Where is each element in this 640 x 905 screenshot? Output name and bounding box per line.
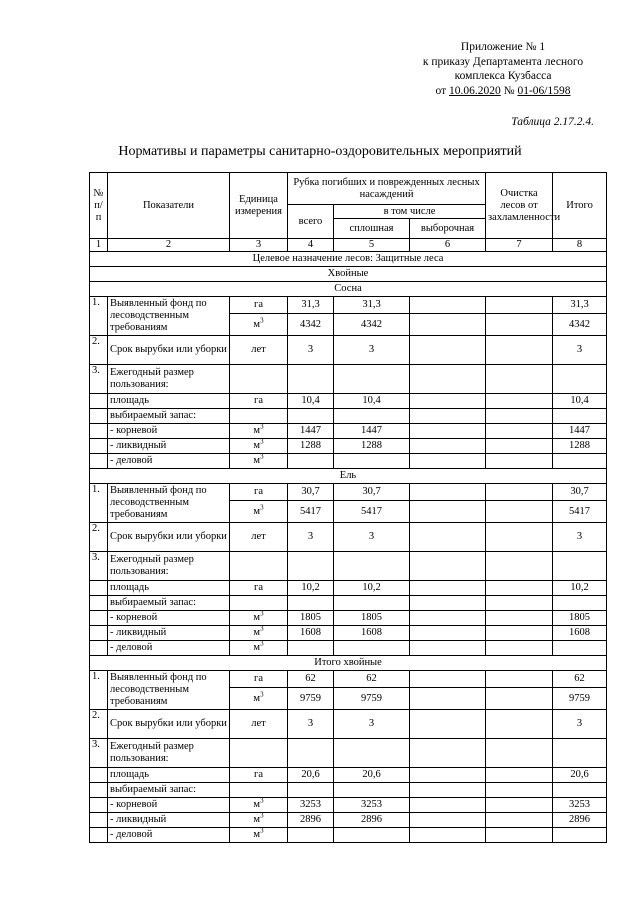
colnum: 8: [553, 239, 607, 252]
cell-total: 1288: [288, 439, 334, 454]
cell-itogo: 3: [553, 336, 607, 365]
colnum: 7: [486, 239, 553, 252]
cell-total: 1805: [288, 611, 334, 626]
unit-m: м: [253, 799, 261, 810]
cell-itogo: 20,6: [553, 768, 607, 783]
appendix-order-line: к приказу Департамента лесного: [422, 55, 584, 68]
unit-ha: га: [230, 581, 288, 596]
unit-m: м: [253, 440, 261, 451]
unit-m3: [230, 314, 288, 336]
cell-selective: [410, 828, 486, 843]
cell-clear: [334, 409, 410, 424]
unit-empty: [230, 783, 288, 798]
header-unit: Единица измерения: [230, 173, 288, 239]
cell-itogo: 2896: [553, 813, 607, 828]
label-annual: Ежегодный размер пользования:: [108, 365, 230, 394]
colnum: 3: [230, 239, 288, 252]
cell-selective: [410, 409, 486, 424]
cell-itogo: 1447: [553, 424, 607, 439]
cell-clear: [334, 641, 410, 656]
cell-selective: [410, 783, 486, 798]
cell-itogo: [553, 596, 607, 611]
label-root: - корневой: [108, 424, 230, 439]
cell-cleaning: [486, 671, 553, 688]
unit-empty: [230, 409, 288, 424]
label-business: - деловой: [108, 454, 230, 469]
cell-itogo: 3253: [553, 798, 607, 813]
unit-m3: [230, 424, 288, 439]
header-clear: сплошная: [334, 219, 410, 239]
row-number: 2.: [90, 710, 108, 739]
cell-selective: [410, 626, 486, 641]
cell-clear: 3: [334, 336, 410, 365]
purpose-row: Целевое назначение лесов: Защитные леса: [90, 252, 607, 267]
norms-table: [89, 172, 607, 843]
unit-years: лет: [230, 523, 288, 552]
cell-cleaning: [486, 454, 553, 469]
label-root: - корневой: [108, 798, 230, 813]
header-itogo: Итого: [553, 173, 607, 239]
unit-sup: 3: [260, 690, 264, 698]
cell-clear: [334, 828, 410, 843]
unit-m: м: [253, 642, 261, 653]
colnum: 4: [288, 239, 334, 252]
unit-ha: га: [230, 768, 288, 783]
cell-cleaning: [486, 297, 553, 314]
cell-total: 31,3: [288, 297, 334, 314]
row-number: 1.: [90, 671, 108, 710]
header-indicators: Показатели: [108, 173, 230, 239]
header-total-all: всего: [288, 205, 334, 239]
cell-empty: [90, 394, 108, 409]
label-area: площадь: [108, 394, 230, 409]
cell-clear: 5417: [334, 501, 410, 523]
cell-total: 4342: [288, 314, 334, 336]
page-title: Нормативы и параметры санитарно-оздоровительных мероприятий: [118, 144, 522, 159]
cell-cleaning: [486, 626, 553, 641]
cell-total: [288, 828, 334, 843]
cell-selective: [410, 336, 486, 365]
appendix-number: 01-06/1598: [517, 84, 571, 97]
unit-m3: [230, 501, 288, 523]
cell-cleaning: [486, 798, 553, 813]
colnum: 6: [410, 239, 486, 252]
cell-total: 3: [288, 710, 334, 739]
cell-selective: [410, 581, 486, 596]
unit-m3: [230, 611, 288, 626]
cell-empty: [90, 581, 108, 596]
cell-empty: [90, 409, 108, 424]
cell-selective: [410, 439, 486, 454]
unit-sup: 3: [260, 609, 264, 618]
cell-itogo: 1288: [553, 439, 607, 454]
cell-total: 3: [288, 523, 334, 552]
cell-total: 10,4: [288, 394, 334, 409]
row-number: 1.: [90, 297, 108, 336]
cell-clear: 9759: [334, 688, 410, 710]
colnum: 2: [108, 239, 230, 252]
cell-clear: 3: [334, 710, 410, 739]
cell-cleaning: [486, 484, 553, 501]
cell-total: 3253: [288, 798, 334, 813]
cell-clear: [334, 783, 410, 798]
cell-total: 3: [288, 336, 334, 365]
label-annual: Ежегодный размер пользования:: [108, 552, 230, 581]
cell-total: 30,7: [288, 484, 334, 501]
cell-clear: 3: [334, 523, 410, 552]
cell-cleaning: [486, 424, 553, 439]
cell-clear: 2896: [334, 813, 410, 828]
cell-total: 10,2: [288, 581, 334, 596]
cell-cleaning: [486, 739, 553, 768]
cell-itogo: 3: [553, 523, 607, 552]
unit-m: м: [253, 505, 261, 517]
cell-total: 62: [288, 671, 334, 688]
header-incl: в том числе: [334, 205, 486, 219]
cell-cleaning: [486, 314, 553, 336]
unit-m: м: [253, 829, 261, 840]
unit-m3: [230, 626, 288, 641]
cell-total: [288, 365, 334, 394]
row-number: 3.: [90, 365, 108, 394]
label-liquid: - ликвидный: [108, 439, 230, 454]
unit-empty: [230, 365, 288, 394]
unit-years: лет: [230, 710, 288, 739]
unit-m3: [230, 813, 288, 828]
header-no: № п/п: [90, 173, 108, 239]
cell-itogo: 10,4: [553, 394, 607, 409]
cell-itogo: [553, 409, 607, 424]
cell-empty: [90, 611, 108, 626]
label-liquid: - ликвидный: [108, 813, 230, 828]
cell-itogo: [553, 552, 607, 581]
unit-sup: 3: [260, 503, 264, 511]
unit-sup: 3: [260, 624, 264, 633]
cell-clear: [334, 365, 410, 394]
label-liquid: - ликвидный: [108, 626, 230, 641]
cell-total: 5417: [288, 501, 334, 523]
cell-empty: [90, 813, 108, 828]
cell-empty: [90, 596, 108, 611]
cell-selective: [410, 424, 486, 439]
cell-clear: [334, 454, 410, 469]
unit-sup: 3: [260, 316, 264, 324]
cell-cleaning: [486, 365, 553, 394]
table-reference: Таблица 2.17.2.4.: [511, 116, 594, 128]
cell-clear: 1608: [334, 626, 410, 641]
label-fund: Выявленный фонд по лесоводственным требованиям: [108, 671, 230, 710]
unit-sup: 3: [260, 452, 264, 461]
cell-clear: 1447: [334, 424, 410, 439]
cell-selective: [410, 671, 486, 688]
unit-sup: 3: [260, 796, 264, 805]
cell-clear: 30,7: [334, 484, 410, 501]
unit-ha: га: [230, 671, 288, 688]
cell-cleaning: [486, 581, 553, 596]
unit-ha: га: [230, 394, 288, 409]
column-numbers-row: [90, 239, 607, 252]
cell-selective: [410, 641, 486, 656]
cell-itogo: 62: [553, 671, 607, 688]
row-number: 3.: [90, 739, 108, 768]
cell-itogo: [553, 454, 607, 469]
cell-selective: [410, 365, 486, 394]
cell-cleaning: [486, 523, 553, 552]
cell-selective: [410, 768, 486, 783]
unit-m: м: [253, 318, 261, 330]
cell-clear: 62: [334, 671, 410, 688]
cell-total: [288, 739, 334, 768]
row-number: 3.: [90, 552, 108, 581]
cell-itogo: [553, 365, 607, 394]
cell-cleaning: [486, 688, 553, 710]
section-row: Итого хвойные: [90, 656, 607, 671]
appendix-no-sign: №: [500, 84, 518, 97]
cell-total: [288, 409, 334, 424]
unit-m: м: [253, 612, 261, 623]
cell-total: [288, 596, 334, 611]
cell-itogo: [553, 641, 607, 656]
cell-itogo: [553, 739, 607, 768]
header-cleaning: Очистка лесов от захламленности: [486, 173, 553, 239]
cell-selective: [410, 739, 486, 768]
cell-total: 20,6: [288, 768, 334, 783]
section-row: Ель: [90, 469, 607, 484]
label-root: - корневой: [108, 611, 230, 626]
colnum: 1: [90, 239, 108, 252]
cell-itogo: 3: [553, 710, 607, 739]
unit-sup: 3: [260, 811, 264, 820]
cell-selective: [410, 394, 486, 409]
cell-cleaning: [486, 409, 553, 424]
appendix-from: от: [435, 84, 449, 97]
colnum: 5: [334, 239, 410, 252]
unit-sup: 3: [260, 639, 264, 648]
unit-empty: [230, 739, 288, 768]
unit-sup: 3: [260, 437, 264, 446]
unit-empty: [230, 552, 288, 581]
unit-m3: [230, 439, 288, 454]
unit-m3: [230, 798, 288, 813]
label-term: Срок вырубки или уборки: [108, 336, 230, 365]
cell-empty: [90, 626, 108, 641]
cell-itogo: 31,3: [553, 297, 607, 314]
label-stock: выбираемый запас:: [108, 596, 230, 611]
cell-itogo: 5417: [553, 501, 607, 523]
cell-selective: [410, 297, 486, 314]
cell-total: 1447: [288, 424, 334, 439]
cell-empty: [90, 768, 108, 783]
cell-clear: 1805: [334, 611, 410, 626]
cell-clear: [334, 739, 410, 768]
cell-cleaning: [486, 813, 553, 828]
cell-total: [288, 552, 334, 581]
cell-itogo: 1608: [553, 626, 607, 641]
row-number: 2.: [90, 523, 108, 552]
label-fund: Выявленный фонд по лесоводственным требованиям: [108, 484, 230, 523]
cell-cleaning: [486, 710, 553, 739]
unit-years: лет: [230, 336, 288, 365]
table-body: [90, 252, 607, 843]
cell-itogo: 1805: [553, 611, 607, 626]
unit-m3: [230, 688, 288, 710]
table-header: [90, 173, 607, 252]
label-area: площадь: [108, 581, 230, 596]
cell-total: [288, 454, 334, 469]
cell-cleaning: [486, 501, 553, 523]
cell-cleaning: [486, 439, 553, 454]
cell-selective: [410, 484, 486, 501]
label-term: Срок вырубки или уборки: [108, 523, 230, 552]
cell-empty: [90, 424, 108, 439]
cell-itogo: [553, 828, 607, 843]
cell-selective: [410, 798, 486, 813]
row-number: 2.: [90, 336, 108, 365]
cell-cleaning: [486, 828, 553, 843]
cell-itogo: 10,2: [553, 581, 607, 596]
label-fund: Выявленный фонд по лесоводственным требованиям: [108, 297, 230, 336]
label-business: - деловой: [108, 641, 230, 656]
cell-selective: [410, 611, 486, 626]
cell-cleaning: [486, 641, 553, 656]
cell-itogo: 4342: [553, 314, 607, 336]
unit-m: м: [253, 627, 261, 638]
cell-total: 1608: [288, 626, 334, 641]
label-annual: Ежегодный размер пользования:: [108, 739, 230, 768]
cell-clear: 4342: [334, 314, 410, 336]
unit-ha: га: [230, 484, 288, 501]
cell-cleaning: [486, 768, 553, 783]
label-stock: выбираемый запас:: [108, 409, 230, 424]
cell-selective: [410, 813, 486, 828]
cell-cleaning: [486, 394, 553, 409]
cell-clear: 10,2: [334, 581, 410, 596]
cell-selective: [410, 552, 486, 581]
cell-clear: 20,6: [334, 768, 410, 783]
cell-clear: 1288: [334, 439, 410, 454]
group-row: Хвойные: [90, 267, 607, 282]
cell-cleaning: [486, 783, 553, 798]
cell-itogo: [553, 783, 607, 798]
appendix-dept-line: комплекса Кузбасса: [454, 70, 552, 82]
cell-empty: [90, 783, 108, 798]
cell-selective: [410, 596, 486, 611]
unit-m: м: [253, 455, 261, 466]
unit-empty: [230, 596, 288, 611]
cell-selective: [410, 314, 486, 336]
unit-m3: [230, 454, 288, 469]
cell-itogo: 9759: [553, 688, 607, 710]
cell-cleaning: [486, 611, 553, 626]
unit-sup: 3: [260, 422, 264, 431]
cell-clear: [334, 552, 410, 581]
cell-clear: 10,4: [334, 394, 410, 409]
appendix-date-line: [395, 84, 611, 99]
cell-clear: [334, 596, 410, 611]
appendix-title: Приложение № 1: [460, 41, 546, 53]
section-row: Сосна: [90, 282, 607, 297]
cell-selective: [410, 710, 486, 739]
cell-empty: [90, 641, 108, 656]
cell-total: 2896: [288, 813, 334, 828]
label-term: Срок вырубки или уборки: [108, 710, 230, 739]
unit-sup: 3: [260, 826, 264, 835]
unit-m3: [230, 641, 288, 656]
cell-cleaning: [486, 552, 553, 581]
cell-empty: [90, 828, 108, 843]
cell-empty: [90, 798, 108, 813]
unit-m: м: [253, 814, 261, 825]
unit-m: м: [253, 692, 261, 704]
appendix-date: 10.06.2020: [448, 84, 501, 97]
unit-m: м: [253, 425, 261, 436]
cell-total: [288, 641, 334, 656]
unit-m3: [230, 828, 288, 843]
cell-clear: 3253: [334, 798, 410, 813]
header-felling: Рубка погибших и поврежденных лесных насаждений: [288, 173, 486, 205]
unit-ha: га: [230, 297, 288, 314]
cell-cleaning: [486, 596, 553, 611]
cell-itogo: 30,7: [553, 484, 607, 501]
appendix-block: [395, 40, 611, 98]
header-selective: выборочная: [410, 219, 486, 239]
label-business: - деловой: [108, 828, 230, 843]
cell-selective: [410, 688, 486, 710]
cell-selective: [410, 523, 486, 552]
cell-empty: [90, 439, 108, 454]
cell-empty: [90, 454, 108, 469]
cell-selective: [410, 501, 486, 523]
cell-total: 9759: [288, 688, 334, 710]
cell-selective: [410, 454, 486, 469]
cell-cleaning: [486, 336, 553, 365]
cell-total: [288, 783, 334, 798]
cell-clear: 31,3: [334, 297, 410, 314]
label-area: площадь: [108, 768, 230, 783]
row-number: 1.: [90, 484, 108, 523]
label-stock: выбираемый запас:: [108, 783, 230, 798]
